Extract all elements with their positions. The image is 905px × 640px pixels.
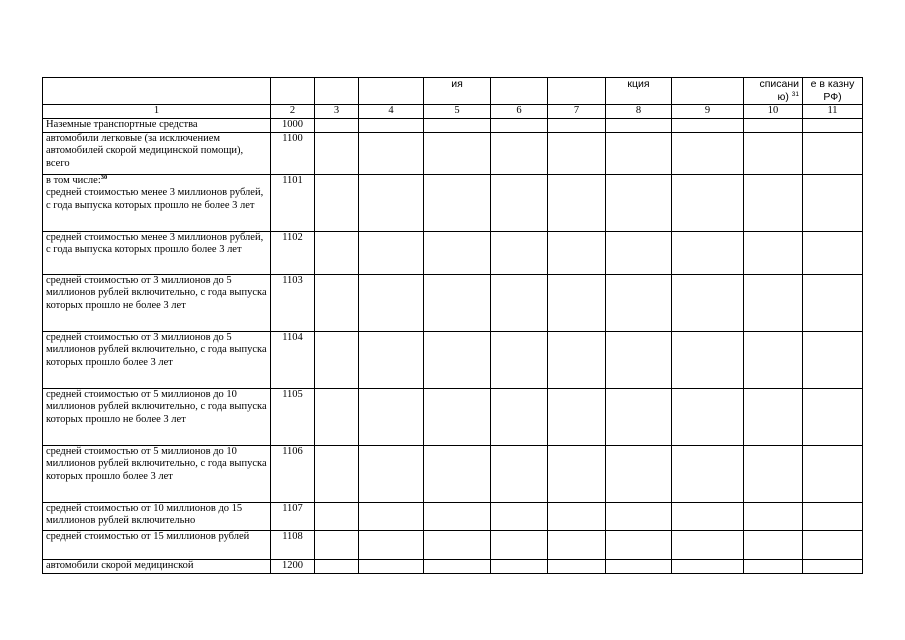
empty-cell — [744, 132, 803, 174]
row-name: Наземные транспортные средства — [46, 118, 198, 130]
empty-cell — [803, 388, 863, 445]
empty-cell — [803, 118, 863, 132]
empty-cell — [424, 445, 491, 502]
empty-cell — [606, 231, 672, 274]
empty-cell — [803, 132, 863, 174]
header-cell-2 — [271, 78, 315, 105]
row-name-cell — [43, 132, 271, 174]
empty-cell — [548, 118, 606, 132]
row-code: 1100 — [271, 132, 315, 174]
row-name-cell — [43, 388, 271, 445]
row-name-cell — [43, 174, 271, 231]
empty-cell — [744, 331, 803, 388]
row-name-cell — [43, 231, 271, 274]
empty-cell — [606, 274, 672, 331]
row-name: средней стоимостью от 10 миллионов до 15 миллионов рублей включительно — [46, 502, 243, 527]
empty-cell — [315, 274, 359, 331]
row-name: средней стоимостью менее 3 миллионов рублей, с года выпуска которых прошло более 3 лет — [46, 231, 264, 256]
row-code: 1103 — [271, 274, 315, 331]
empty-cell — [672, 445, 744, 502]
footnote-ref: 31 — [791, 90, 799, 98]
empty-cell — [744, 559, 803, 573]
table-row — [43, 388, 863, 445]
column-number: 1 — [43, 105, 271, 119]
empty-cell — [491, 502, 548, 530]
empty-cell — [606, 331, 672, 388]
row-code: 1101 — [271, 174, 315, 231]
row-name: средней стоимостью от 5 миллионов до 10 миллионов рублей включительно, с года выпуска которых прошло не более 3 лет — [46, 388, 267, 425]
empty-cell — [424, 118, 491, 132]
table-row — [43, 118, 863, 132]
row-code: 1200 — [271, 559, 315, 573]
empty-cell — [491, 174, 548, 231]
column-number: 11 — [803, 105, 863, 119]
row-name: средней стоимостью от 15 миллионов рублей — [46, 530, 250, 542]
empty-cell — [672, 174, 744, 231]
empty-cell — [315, 445, 359, 502]
empty-cell — [359, 502, 424, 530]
empty-cell — [491, 231, 548, 274]
empty-cell — [548, 530, 606, 559]
empty-cell — [491, 331, 548, 388]
row-name: автомобили скорой медицинской — [46, 559, 194, 571]
empty-cell — [672, 231, 744, 274]
empty-cell — [803, 530, 863, 559]
row-name: средней стоимостью от 3 миллионов до 5 миллионов рублей включительно, с года выпуска которых прошло не более 3 лет — [46, 274, 267, 311]
empty-cell — [491, 388, 548, 445]
table-body — [43, 118, 863, 573]
empty-cell — [744, 445, 803, 502]
row-name-cell — [43, 530, 271, 559]
empty-cell — [803, 559, 863, 573]
row-name-cell — [43, 445, 271, 502]
table-row — [43, 331, 863, 388]
row-name: средней стоимостью менее 3 миллионов рублей, с года выпуска которых прошло не более 3 лет — [46, 187, 264, 211]
empty-cell — [744, 274, 803, 331]
empty-cell — [606, 388, 672, 445]
empty-cell — [359, 174, 424, 231]
empty-cell — [803, 174, 863, 231]
row-name: средней стоимостью от 3 миллионов до 5 миллионов рублей включительно, с года выпуска которых прошло более 3 лет — [46, 331, 267, 368]
empty-cell — [548, 388, 606, 445]
empty-cell — [315, 559, 359, 573]
row-code: 1106 — [271, 445, 315, 502]
empty-cell — [548, 445, 606, 502]
empty-cell — [606, 118, 672, 132]
row-name-cell — [43, 274, 271, 331]
empty-cell — [315, 502, 359, 530]
empty-cell — [744, 502, 803, 530]
footnote-ref: 30 — [100, 174, 108, 181]
row-code: 1104 — [271, 331, 315, 388]
empty-cell — [548, 559, 606, 573]
row-name: средней стоимостью от 5 миллионов до 10 миллионов рублей включительно, с года выпуска которых прошло более 3 лет — [46, 445, 267, 482]
empty-cell — [491, 118, 548, 132]
empty-cell — [315, 174, 359, 231]
empty-cell — [424, 174, 491, 231]
empty-cell — [424, 502, 491, 530]
empty-cell — [672, 388, 744, 445]
empty-cell — [315, 530, 359, 559]
column-number: 9 — [672, 105, 744, 119]
empty-cell — [491, 132, 548, 174]
empty-cell — [606, 174, 672, 231]
row-code: 1107 — [271, 502, 315, 530]
empty-cell — [606, 132, 672, 174]
table-row — [43, 502, 863, 530]
empty-cell — [744, 118, 803, 132]
empty-cell — [491, 530, 548, 559]
empty-cell — [606, 530, 672, 559]
row-code: 1000 — [271, 118, 315, 132]
header-cell-3 — [315, 78, 359, 105]
column-number: 4 — [359, 105, 424, 119]
empty-cell — [491, 445, 548, 502]
empty-cell — [672, 274, 744, 331]
empty-cell — [803, 231, 863, 274]
empty-cell — [315, 231, 359, 274]
table-row — [43, 231, 863, 274]
row-name-cell — [43, 118, 271, 132]
column-number: 3 — [315, 105, 359, 119]
empty-cell — [803, 445, 863, 502]
empty-cell — [672, 118, 744, 132]
empty-cell — [359, 388, 424, 445]
report-table — [42, 77, 863, 574]
empty-cell — [548, 132, 606, 174]
empty-cell — [359, 530, 424, 559]
column-number: 5 — [424, 105, 491, 119]
empty-cell — [548, 174, 606, 231]
empty-cell — [491, 559, 548, 573]
empty-cell — [359, 231, 424, 274]
row-code: 1102 — [271, 231, 315, 274]
row-code: 1105 — [271, 388, 315, 445]
empty-cell — [359, 274, 424, 331]
empty-cell — [672, 502, 744, 530]
column-number: 8 — [606, 105, 672, 119]
empty-cell — [672, 331, 744, 388]
header-cell-7 — [548, 78, 606, 105]
header-cell-1 — [43, 78, 271, 105]
empty-cell — [744, 530, 803, 559]
header-cell-5 — [424, 78, 491, 105]
header-row — [43, 78, 863, 105]
header-cell-9 — [672, 78, 744, 105]
row-name-cell — [43, 559, 271, 573]
table-row — [43, 132, 863, 174]
empty-cell — [359, 331, 424, 388]
empty-cell — [359, 445, 424, 502]
empty-cell — [803, 331, 863, 388]
empty-cell — [606, 445, 672, 502]
empty-cell — [424, 530, 491, 559]
empty-cell — [548, 502, 606, 530]
header-label: ия — [451, 78, 463, 90]
empty-cell — [803, 502, 863, 530]
header-cell-6 — [491, 78, 548, 105]
empty-cell — [315, 118, 359, 132]
empty-cell — [548, 331, 606, 388]
table-row — [43, 559, 863, 573]
empty-cell — [548, 274, 606, 331]
header-label: списани ю) — [759, 78, 799, 103]
header-label: е в казну РФ) — [810, 78, 855, 103]
empty-cell — [672, 559, 744, 573]
header-cell-11 — [803, 78, 863, 105]
header-label: кция — [627, 78, 650, 90]
table-row — [43, 530, 863, 559]
empty-cell — [315, 132, 359, 174]
table-row — [43, 445, 863, 502]
empty-cell — [424, 388, 491, 445]
empty-cell — [359, 132, 424, 174]
table-row — [43, 274, 863, 331]
empty-cell — [744, 231, 803, 274]
column-number: 6 — [491, 105, 548, 119]
row-name-cell — [43, 331, 271, 388]
header-cell-4 — [359, 78, 424, 105]
empty-cell — [315, 388, 359, 445]
empty-cell — [359, 559, 424, 573]
column-number: 7 — [548, 105, 606, 119]
header-cell-10 — [744, 78, 803, 105]
empty-cell — [491, 274, 548, 331]
empty-cell — [315, 331, 359, 388]
column-number-row — [43, 105, 863, 119]
empty-cell — [424, 132, 491, 174]
row-name-cell — [43, 502, 271, 530]
empty-cell — [672, 530, 744, 559]
row-name: автомобили легковые (за исключением автомобилей скорой медицинской помощи), всего — [46, 132, 244, 169]
empty-cell — [803, 274, 863, 331]
header-cell-8 — [606, 78, 672, 105]
row-prefix: в том числе: — [46, 174, 101, 186]
column-number: 10 — [744, 105, 803, 119]
empty-cell — [606, 559, 672, 573]
table-row — [43, 174, 863, 231]
empty-cell — [359, 118, 424, 132]
empty-cell — [672, 132, 744, 174]
empty-cell — [424, 274, 491, 331]
column-number: 2 — [271, 105, 315, 119]
row-code: 1108 — [271, 530, 315, 559]
empty-cell — [548, 231, 606, 274]
empty-cell — [424, 231, 491, 274]
empty-cell — [744, 388, 803, 445]
empty-cell — [424, 331, 491, 388]
empty-cell — [744, 174, 803, 231]
empty-cell — [606, 502, 672, 530]
empty-cell — [424, 559, 491, 573]
